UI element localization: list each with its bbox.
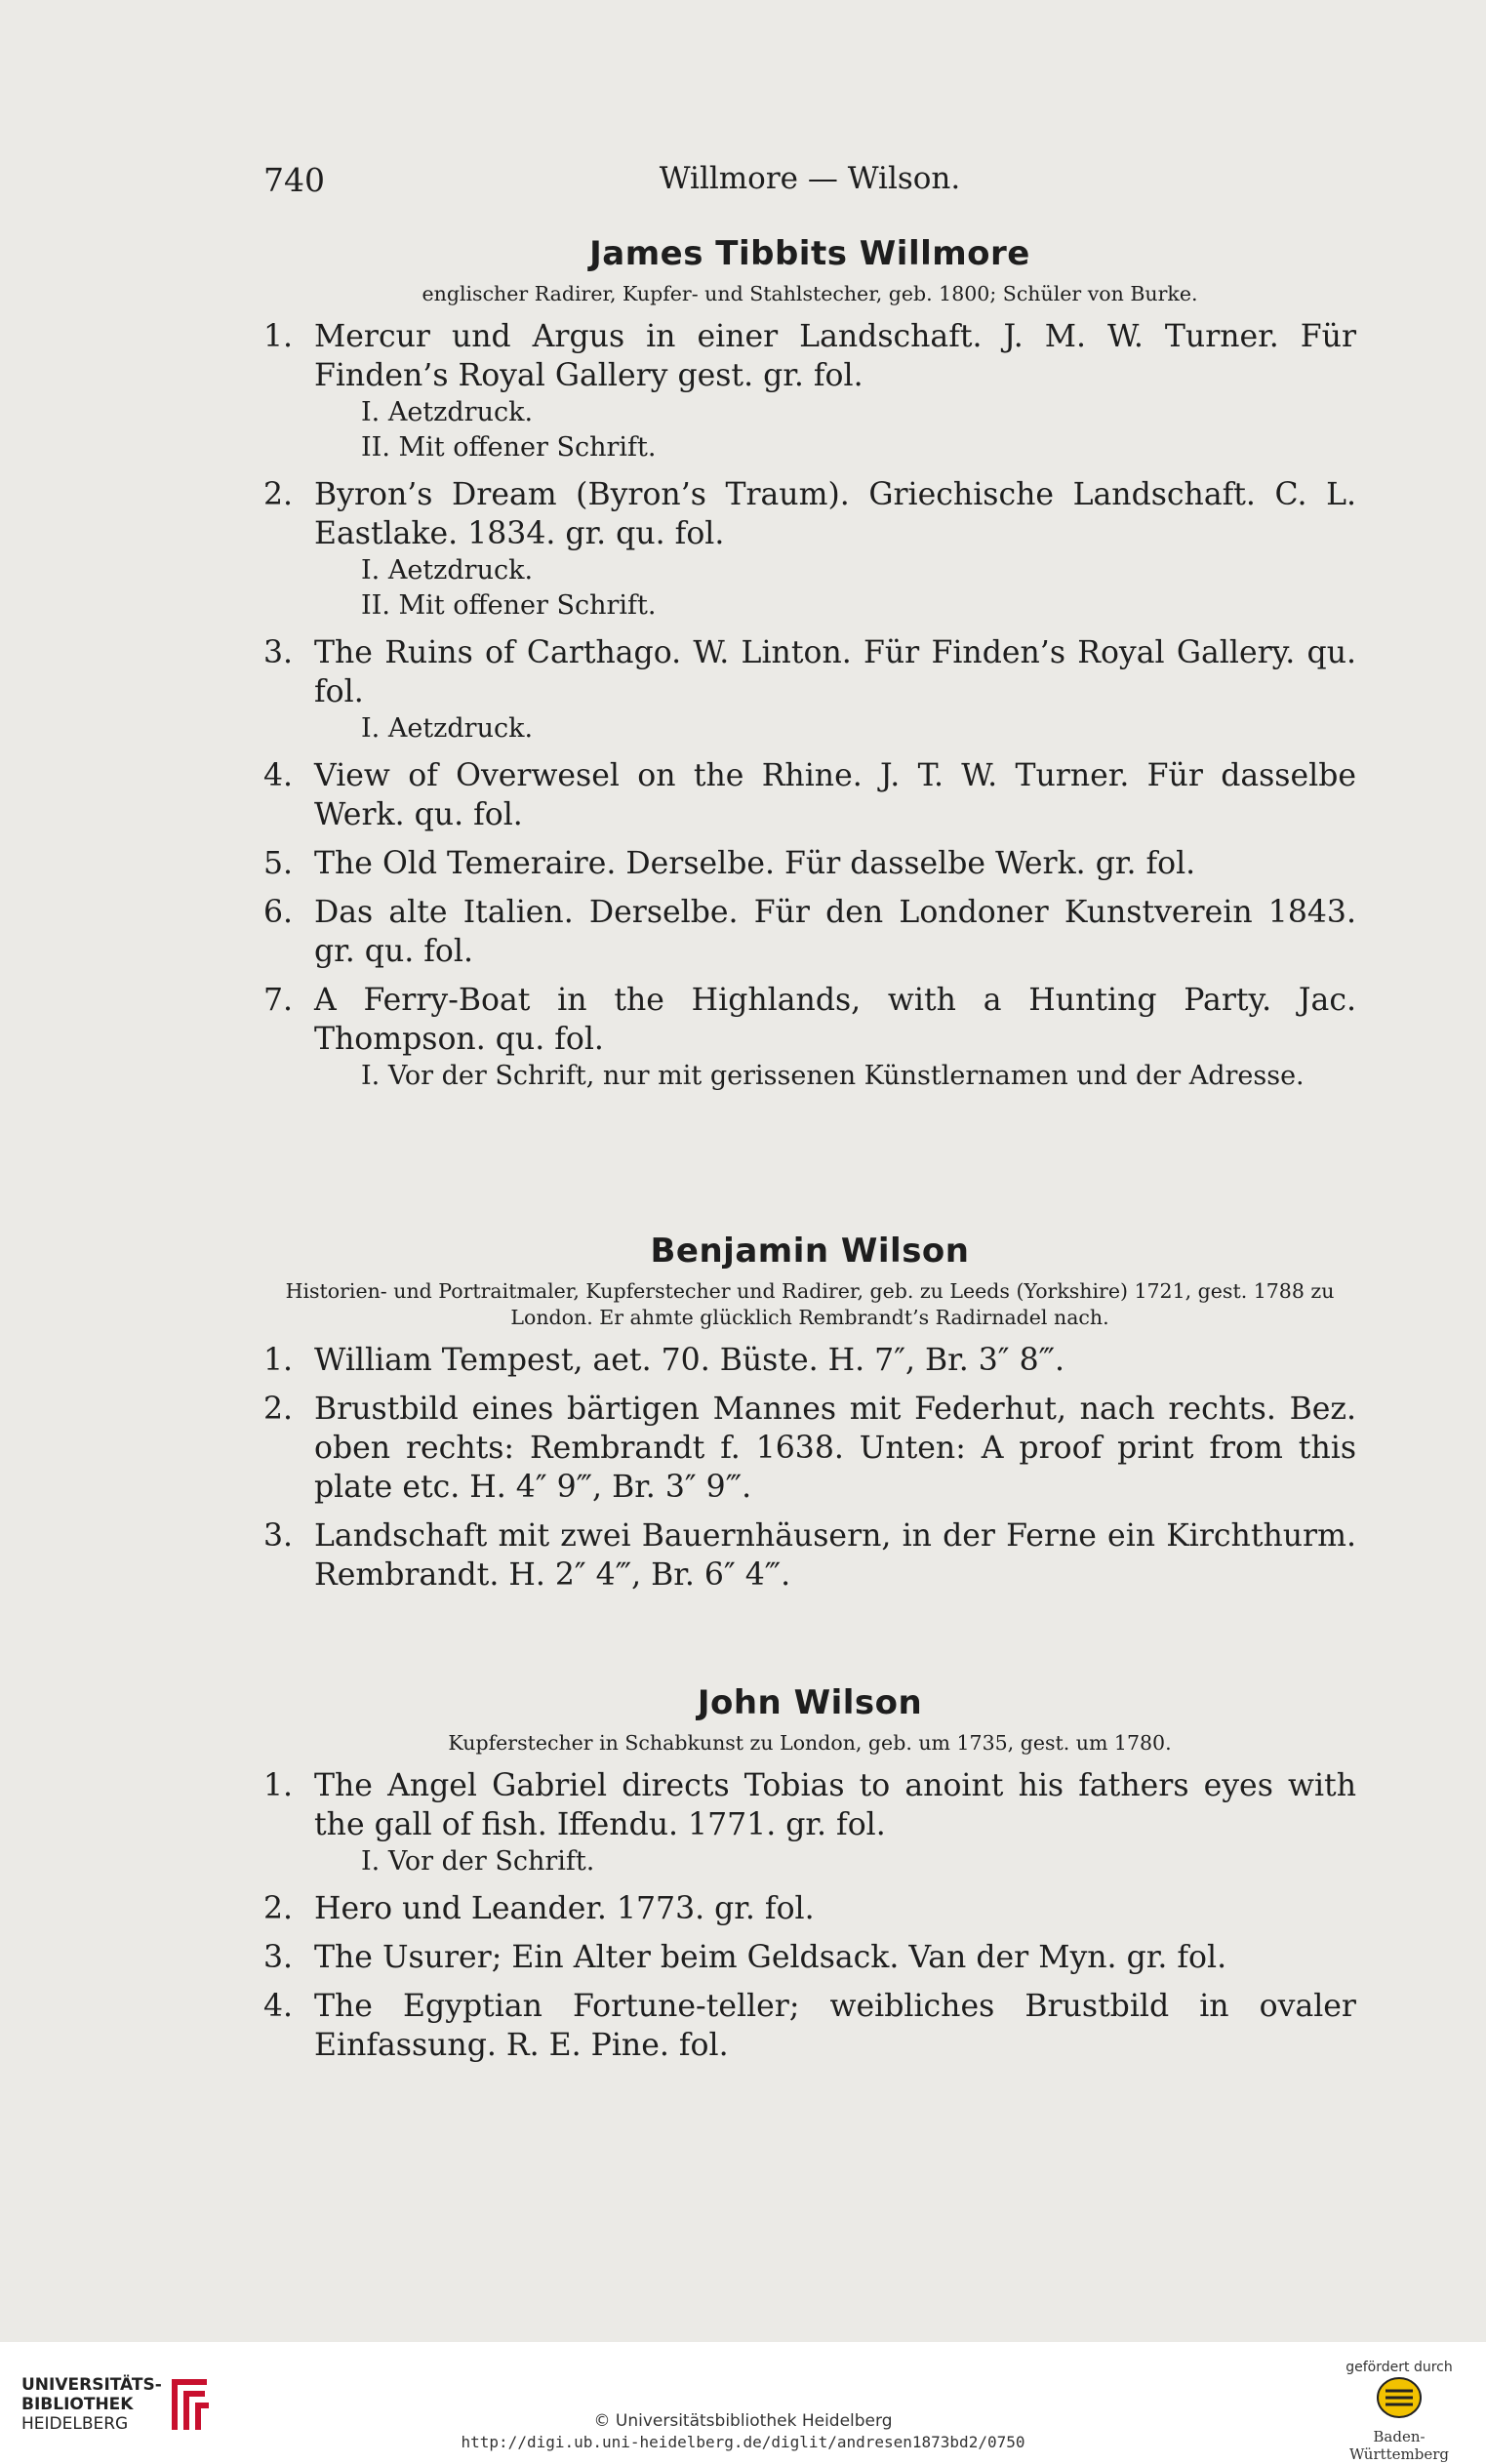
print-state: I. Vor der Schrift.	[361, 1846, 595, 1877]
section-subtitle: Kupferstecher in Schabkunst zu London, geb. um 1735, gest. um 1780.	[448, 1731, 1172, 1755]
catalog-entry	[263, 1938, 1356, 1977]
entry-text: William Tempest, aet. 70. Büste. H. 7″, Br. 3″ 8‴.	[314, 1343, 1065, 1378]
catalog-entry	[263, 1766, 1356, 1879]
entry-text: Das alte Italien. Derselbe. Für den Londoner Kunstverein 1843. gr. qu. fol.	[314, 895, 1356, 969]
section-title: John Wilson	[697, 1683, 923, 1722]
section-title: James Tibbits Willmore	[589, 234, 1030, 273]
entry-number: 1.	[263, 1343, 294, 1378]
entry-number: 7.	[263, 983, 294, 1018]
catalog-entry	[263, 1390, 1356, 1507]
catalog-entry	[263, 844, 1356, 883]
state-coat-of-arms-icon	[1374, 2375, 1425, 2420]
entry-text: The Usurer; Ein Alter beim Geldsack. Van der Myn. gr. fol.	[314, 1940, 1227, 1975]
entry-text: Hero und Leander. 1773. gr. fol.	[314, 1891, 815, 1926]
footer-bar	[0, 2342, 1486, 2464]
entry-list	[263, 1341, 1356, 1595]
artist-section-benjamin-wilson	[263, 1232, 1356, 1595]
print-state: I. Aetzdruck.	[361, 397, 534, 427]
catalog-entry	[263, 475, 1356, 624]
entry-number: 2.	[263, 1891, 294, 1926]
entry-list	[263, 1766, 1356, 2065]
catalog-entry	[263, 1341, 1356, 1380]
catalog-entry	[263, 756, 1356, 834]
entry-number: 3.	[263, 635, 294, 670]
section-subtitle: Historien- und Portraitmaler, Kupferstecher und Radirer, geb. zu Leeds (Yorkshire) 1721, gest. 1788 zu London. Er ahmte glücklich Rembrandt’s Radirnadel nach.	[285, 1279, 1335, 1329]
catalog-entry	[263, 317, 1356, 465]
artist-section-john-wilson	[263, 1683, 1356, 2065]
section-title: Benjamin Wilson	[650, 1232, 970, 1271]
entry-text: View of Overwesel on the Rhine. J. T. W. Turner. Für dasselbe Werk. qu. fol.	[314, 758, 1356, 832]
catalog-entry	[263, 893, 1356, 971]
catalog-entry	[263, 1987, 1356, 2065]
artist-section-willmore	[263, 234, 1356, 1094]
catalog-entry	[263, 981, 1356, 1094]
entry-number: 4.	[263, 758, 294, 793]
print-state: I. Aetzdruck.	[361, 555, 534, 586]
entry-text: The Ruins of Carthago. W. Linton. Für Finden’s Royal Gallery. qu. fol.	[314, 635, 1356, 709]
print-state: II. Mit offener Schrift.	[361, 432, 657, 463]
page-number: 740	[263, 161, 325, 199]
entry-number: 6.	[263, 895, 294, 930]
entry-number: 1.	[263, 1768, 294, 1803]
catalog-entry	[263, 1889, 1356, 1928]
print-state: I. Aetzdruck.	[361, 713, 534, 744]
permalink[interactable]: http://digi.ub.uni-heidelberg.de/diglit/andresen1873bd2/0750	[461, 2433, 1025, 2451]
page-header	[263, 161, 1356, 205]
catalog-entry	[263, 1516, 1356, 1595]
entry-text: The Old Temeraire. Derselbe. Für dasselbe Werk. gr. fol.	[314, 846, 1196, 881]
entry-number: 3.	[263, 1518, 294, 1554]
library-name: UNIVERSITÄTS- BIBLIOTHEK HEIDELBERG	[21, 2375, 162, 2434]
print-state: I. Vor der Schrift, nur mit gerissenen Künstlernamen und der Adresse.	[361, 1061, 1305, 1091]
funded-by-text: gefördert durch	[1345, 2360, 1453, 2375]
copyright-text: © Universitätsbibliothek Heidelberg	[593, 2411, 893, 2431]
entry-number: 4.	[263, 1989, 294, 2024]
funding-logo[interactable]	[1336, 2360, 1463, 2463]
entry-text: Brustbild eines bärtigen Mannes mit Federhut, nach rechts. Bez. oben rechts: Rembrandt f. 1638. Unten: A proof print from this plate etc. H. 4″ 9‴, Br. 3″ 9‴.	[314, 1392, 1356, 1505]
entry-number: 2.	[263, 1392, 294, 1427]
entry-list	[263, 317, 1356, 1094]
entry-text: A Ferry-Boat in the Highlands, with a Hunting Party. Jac. Thompson. qu. fol.	[314, 983, 1356, 1057]
catalog-entry	[263, 633, 1356, 747]
entry-number: 5.	[263, 846, 294, 881]
footer-credits	[0, 2410, 1486, 2453]
entry-number: 3.	[263, 1940, 294, 1975]
print-state: II. Mit offener Schrift.	[361, 590, 657, 621]
section-subtitle: englischer Radirer, Kupfer- und Stahlstecher, geb. 1800; Schüler von Burke.	[422, 282, 1198, 305]
entry-number: 1.	[263, 319, 294, 354]
running-title: Willmore — Wilson.	[659, 161, 961, 196]
entry-number: 2.	[263, 477, 294, 512]
entry-text: The Egyptian Fortune-teller; weibliches Brustbild in ovaler Einfassung. R. E. Pine. fol.	[314, 1989, 1356, 2063]
entry-text: The Angel Gabriel directs Tobias to anoint his fathers eyes with the gall of fish. Iffendu. 1771. gr. fol.	[314, 1768, 1356, 1842]
entry-text: Landschaft mit zwei Bauernhäusern, in der Ferne ein Kirchthurm. Rembrandt. H. 2″ 4‴, Br. 6″ 4‴.	[314, 1518, 1356, 1593]
entry-text: Mercur und Argus in einer Landschaft. J. M. W. Turner. Für Finden’s Royal Gallery gest. gr. fol.	[314, 319, 1356, 393]
state-name: Baden-Württemberg	[1348, 2428, 1450, 2463]
entry-text: Byron’s Dream (Byron’s Traum). Griechische Landschaft. C. L. Eastlake. 1834. gr. qu. fol.	[314, 477, 1356, 551]
